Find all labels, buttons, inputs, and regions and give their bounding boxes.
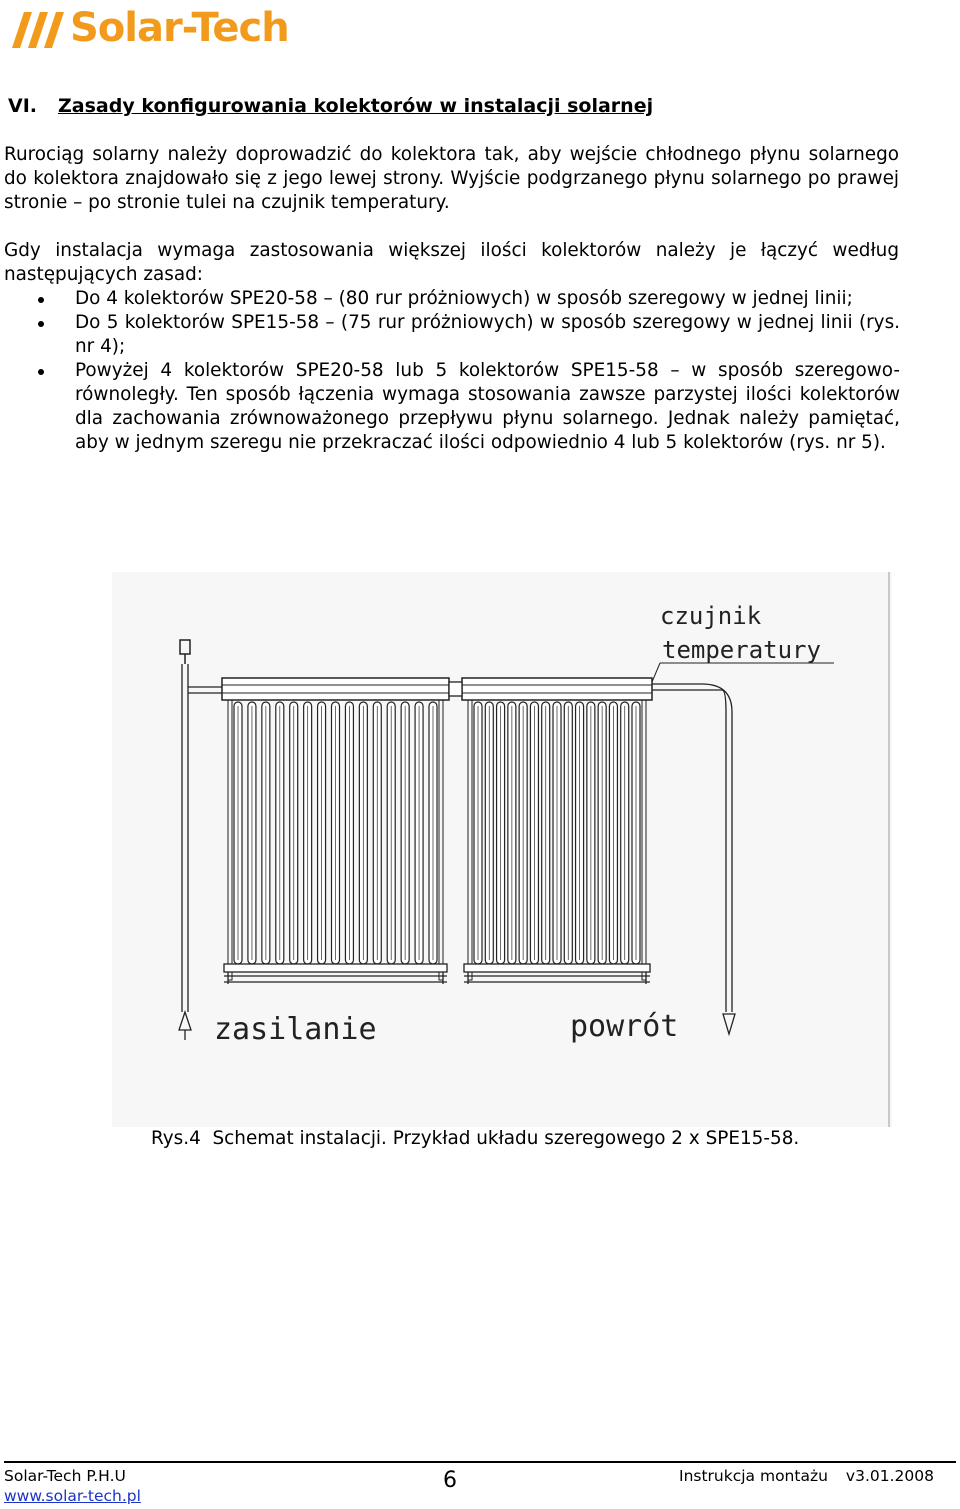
bullet-icon	[38, 321, 44, 327]
paragraph-piping-direction: Rurociąg solarny należy doprowadzić do kolektora tak, aby wejście chłodnego płynu solarnego do kolektora znajdowało się z jego lewej strony. Wyjście podgrzanego płynu solarnego po prawej stronie – po stronie tulei na czujnik temperatury.	[4, 144, 899, 213]
logo-text: Solar-Tech	[70, 5, 289, 51]
paragraph-connection-rules: Gdy instalacja wymaga zastosowania większej ilości kolektorów należy je łączyć według następujących zasad:	[4, 240, 899, 285]
section-number: VI.	[8, 95, 37, 117]
list-item	[0, 359, 900, 455]
collector-unit	[462, 678, 652, 984]
unit-connector	[449, 682, 462, 696]
section-title: Zasady konfigurowania kolektorów w instalacji solarnej	[58, 95, 654, 117]
return-label: powrót	[570, 1009, 679, 1044]
list-item-text: Powyżej 4 kolektorów SPE20-58 lub 5 kolektorów SPE15-58 – w sposób szeregowo-równoległy. Ten sposób łączenia wymaga stosowania zawsze parzystej ilości kolektorów dla zachowania zrównoważonego przepływu płynu solarnego. Jednak należy pamiętać, aby w jednym szeregu nie przekraczać ilości odpowiednio 4 lub 5 kolektorów (rys. nr 5).	[75, 360, 900, 453]
section-heading	[8, 93, 653, 119]
sensor-label-line1: czujnik	[660, 602, 762, 630]
installation-schematic	[112, 572, 892, 1127]
page-number: 6	[443, 1468, 457, 1493]
figure-caption-text: Schemat instalacji. Przykład układu szeregowego 2 x SPE15-58.	[212, 1128, 800, 1149]
bullet-icon	[38, 369, 44, 375]
collector-unit	[222, 678, 449, 984]
figure-number: Rys.4	[151, 1128, 201, 1149]
bullet-icon	[38, 297, 44, 303]
footer-divider	[4, 1461, 956, 1463]
footer-website-link[interactable]: www.solar-tech.pl	[4, 1487, 141, 1505]
footer-doc-title: Instrukcja montażu	[679, 1467, 828, 1485]
supply-label: zasilanie	[214, 1012, 377, 1047]
footer-version: v3.01.2008	[845, 1467, 934, 1485]
list-item-text: Do 4 kolektorów SPE20-58 – (80 rur próżniowych) w sposób szeregowy w jednej linii;	[75, 288, 853, 309]
list-item	[0, 311, 900, 359]
list-item	[0, 287, 900, 311]
logo-stripes-icon	[10, 10, 70, 50]
figure-caption	[151, 1127, 799, 1151]
footer-company: Solar-Tech P.H.U	[4, 1467, 126, 1485]
sensor-label-line2: temperatury	[662, 636, 821, 664]
list-item-text: Do 5 kolektorów SPE15-58 – (75 rur próżniowych) w sposób szeregowy w jednej linii (rys. nr 4);	[75, 312, 900, 357]
rules-list	[0, 287, 900, 455]
footer-document-info	[679, 1466, 934, 1486]
